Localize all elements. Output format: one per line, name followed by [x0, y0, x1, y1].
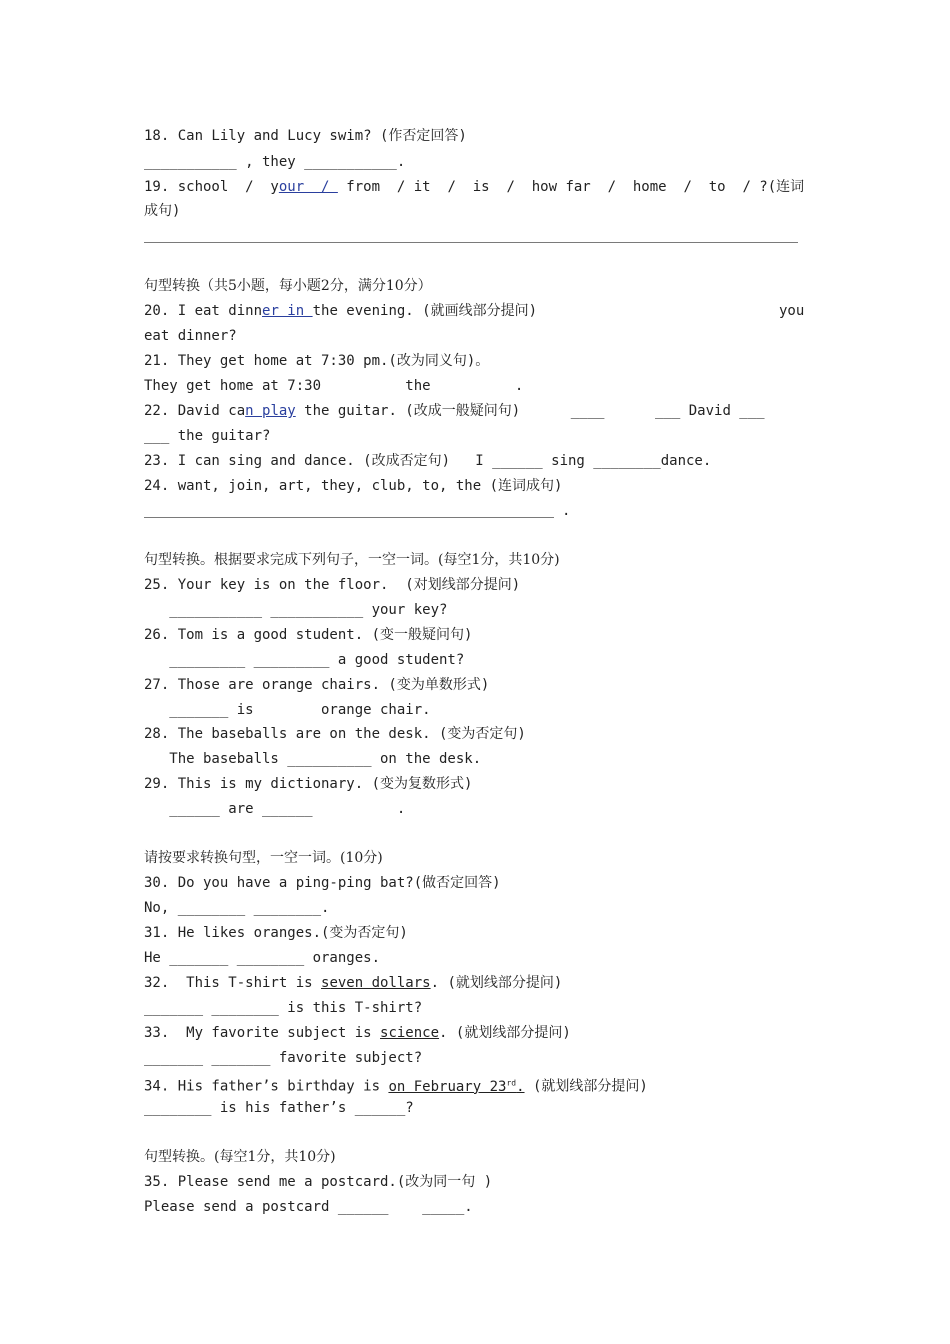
q34-period: . — [516, 1078, 525, 1095]
q33-underlined: science — [380, 1025, 440, 1041]
q20-question — [144, 301, 537, 321]
q20-link[interactable]: er in — [262, 303, 313, 319]
q32-underlined: seven dollars — [321, 975, 431, 991]
q34-date: on February 23 — [388, 1078, 507, 1095]
q25-answer: ___________ ___________ your key? — [144, 602, 448, 618]
q29-question: 29. This is my dictionary. (变为复数形式) — [144, 776, 473, 792]
q22-line2: ___ the guitar? — [144, 428, 271, 444]
q28-answer: The baseballs __________ on the desk. — [144, 751, 482, 767]
q20-part2: the evening. (就画线部分提问) — [312, 303, 538, 319]
q22-part1: 22. David ca — [144, 403, 246, 419]
q35-question: 35. Please send me a postcard.(改为同一句 ) — [144, 1174, 493, 1190]
q20-you: you — [779, 303, 805, 319]
q32-question — [144, 973, 562, 993]
q25-question: 25. Your key is on the floor. (对划线部分提问) — [144, 577, 521, 593]
q19-question — [144, 177, 804, 197]
q33-part1: 33. My favorite subject is — [144, 1025, 381, 1041]
q30-question: 30. Do you have a ping-ping bat?(做否定回答) — [144, 875, 501, 891]
section-header-2: 句型转换。根据要求完成下列句子，一空一词。(每空1分，共10分) — [144, 552, 560, 568]
section-header-3: 请按要求转换句型，一空一词。(10分) — [144, 850, 383, 866]
q33-question — [144, 1023, 571, 1043]
q33-answer: _______ _______ favorite subject? — [144, 1050, 423, 1066]
q34-part2: (就划线部分提问) — [524, 1078, 648, 1095]
section-header-4: 句型转换。(每空1分，共10分) — [144, 1149, 336, 1165]
q34-answer: ________ is his father’s ______? — [144, 1100, 414, 1116]
q34-part1: 34. His father’s birthday is — [144, 1078, 389, 1095]
q32-part2: . (就划线部分提问) — [430, 975, 563, 991]
q23-text: 23. I can sing and dance. (改成否定句) I ______ sing ________dance. — [144, 453, 712, 469]
q22-question — [144, 401, 765, 421]
q27-answer: _______ is orange chair. — [144, 702, 431, 718]
q34-question — [144, 1073, 648, 1093]
q21-answer: They get home at 7:30 the . — [144, 378, 524, 394]
q27-question: 27. Those are orange chairs. (变为单数形式) — [144, 677, 490, 693]
q20-line2: eat dinner? — [144, 328, 237, 344]
q19-answer-line — [144, 242, 798, 243]
q19-part2: from / it / is / how far / home / to / ?(连词 — [337, 179, 805, 195]
q24-answer-line — [144, 517, 554, 518]
q18-question: 18. Can Lily and Lucy swim? (作否定回答) — [144, 128, 467, 144]
q19-link[interactable]: our / — [278, 179, 338, 195]
q22-link[interactable]: n play — [245, 403, 296, 419]
q31-answer: He _______ ________ oranges. — [144, 950, 381, 966]
q30-answer: No, ________ ________. — [144, 900, 330, 916]
q26-question: 26. Tom is a good student. (变一般疑问句) — [144, 627, 473, 643]
q19-part1: 19. school / y — [144, 179, 279, 195]
q32-answer: _______ ________ is this T-shirt? — [144, 1000, 423, 1016]
q20-part1: 20. I eat dinn — [144, 303, 263, 319]
q29-answer: ______ are ______ . — [144, 801, 406, 817]
q34-superscript: rd — [506, 1078, 517, 1087]
q32-part1: 32. This T-shirt is — [144, 975, 322, 991]
q26-answer: _________ _________ a good student? — [144, 652, 465, 668]
q22-part2: the guitar. (改成一般疑问句) ____ ___ David ___ — [295, 403, 765, 419]
q19-line2: 成句) — [144, 203, 181, 219]
q28-question: 28. The baseballs are on the desk. (变为否定句) — [144, 726, 526, 742]
q21-question: 21. They get home at 7:30 pm.(改为同义句)。 — [144, 353, 490, 369]
q33-part2: . (就划线部分提问) — [439, 1025, 571, 1041]
q35-answer: Please send a postcard ______ _____. — [144, 1199, 473, 1215]
q34-underlined — [388, 1079, 524, 1095]
section-header-1: 句型转换（共5小题，每小题2分，满分10分） — [144, 278, 432, 294]
q18-answer: ___________ , they ___________. — [144, 154, 406, 170]
q24-period: . — [562, 503, 571, 519]
q24-question: 24. want, join, art, they, club, to, the (连词成句) — [144, 478, 563, 494]
q31-question: 31. He likes oranges.(变为否定句) — [144, 925, 408, 941]
